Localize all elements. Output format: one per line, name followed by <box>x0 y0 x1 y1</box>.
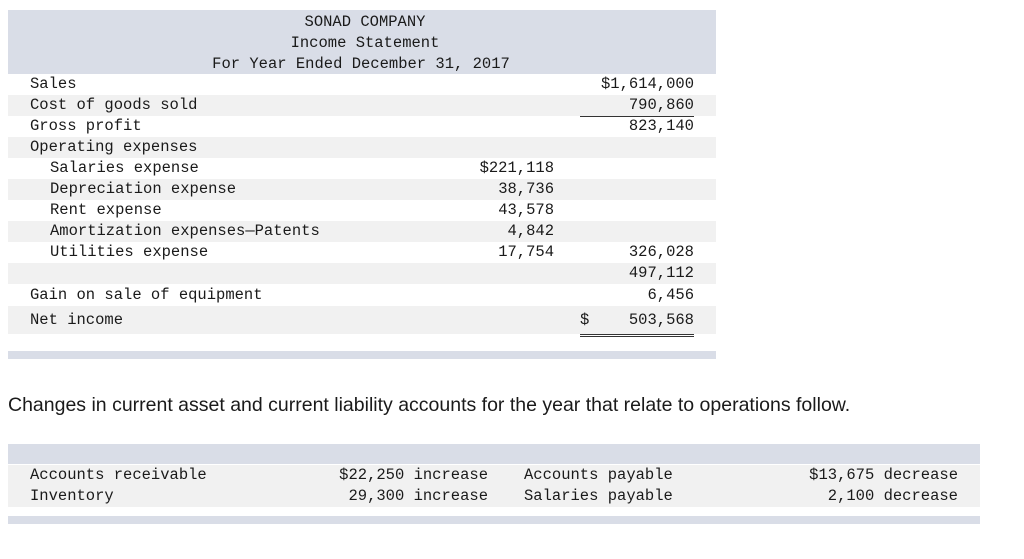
account-name: Inventory <box>30 487 114 505</box>
changes-header-bar <box>8 444 980 464</box>
amount: 823,140 <box>628 117 694 135</box>
net-income-value: 503,568 <box>628 311 694 329</box>
table-row <box>8 465 980 486</box>
account-change: 2,100 decrease <box>827 487 958 505</box>
account-change: $22,250 increase <box>339 466 488 484</box>
account-name: Accounts payable <box>524 466 673 484</box>
row-depreciation-expense <box>8 179 716 200</box>
dollar-sign: $ <box>580 311 590 329</box>
row-salaries-expense <box>8 158 716 179</box>
row-operating-expenses <box>8 137 716 158</box>
row-label: Gain on sale of equipment <box>30 286 263 304</box>
changes-note: Changes in current asset and current liability accounts for the year that relate to operations follow. <box>8 394 851 416</box>
row-label: Sales <box>30 75 77 93</box>
account-name: Salaries payable <box>524 487 673 505</box>
row-label: Gross profit <box>30 117 142 135</box>
row-rent-expense <box>8 200 716 221</box>
amount: 38,736 <box>498 180 554 198</box>
row-net-income <box>8 306 716 334</box>
row-sales <box>8 74 716 95</box>
account-change: 29,300 increase <box>348 487 488 505</box>
row-label: Cost of goods sold <box>30 96 198 114</box>
amount: 43,578 <box>498 201 554 219</box>
row-cogs <box>8 95 716 116</box>
amount: $1,614,000 <box>600 75 694 93</box>
total-operating-expenses: 326,028 <box>580 242 694 264</box>
amount: 4,842 <box>507 222 554 240</box>
amount: 6,456 <box>580 284 694 307</box>
row-label: Depreciation expense <box>50 180 237 198</box>
row-label: Amortization expenses—Patents <box>50 222 320 240</box>
amount: 497,112 <box>628 264 694 282</box>
table-footer-bar <box>8 351 716 359</box>
amount: 790,860 <box>580 95 694 117</box>
row-utilities-expense <box>8 242 716 263</box>
income-statement-table <box>8 10 716 334</box>
row-label: Salaries expense <box>50 159 199 177</box>
row-label: Utilities expense <box>50 243 209 261</box>
row-gain-on-sale <box>8 284 716 306</box>
changes-footer-bar <box>8 516 980 524</box>
account-name: Accounts receivable <box>30 466 207 484</box>
statement-title: Income Statement <box>290 34 440 52</box>
company-name: SONAD COMPANY <box>304 13 426 31</box>
statement-period: For Year Ended December 31, 2017 <box>212 55 510 73</box>
row-amortization-expense <box>8 221 716 242</box>
row-label: Rent expense <box>50 201 162 219</box>
statement-header <box>8 10 716 74</box>
amount: $221,118 <box>479 159 554 177</box>
amount: 17,754 <box>464 242 554 264</box>
row-label: Operating expenses <box>30 138 198 156</box>
net-income-amount <box>580 306 694 337</box>
row-operating-income <box>8 263 716 284</box>
row-gross-profit <box>8 116 716 137</box>
table-row <box>8 486 980 507</box>
row-label: Net income <box>30 311 124 329</box>
changes-table <box>8 444 980 507</box>
account-change: $13,675 decrease <box>809 466 958 484</box>
